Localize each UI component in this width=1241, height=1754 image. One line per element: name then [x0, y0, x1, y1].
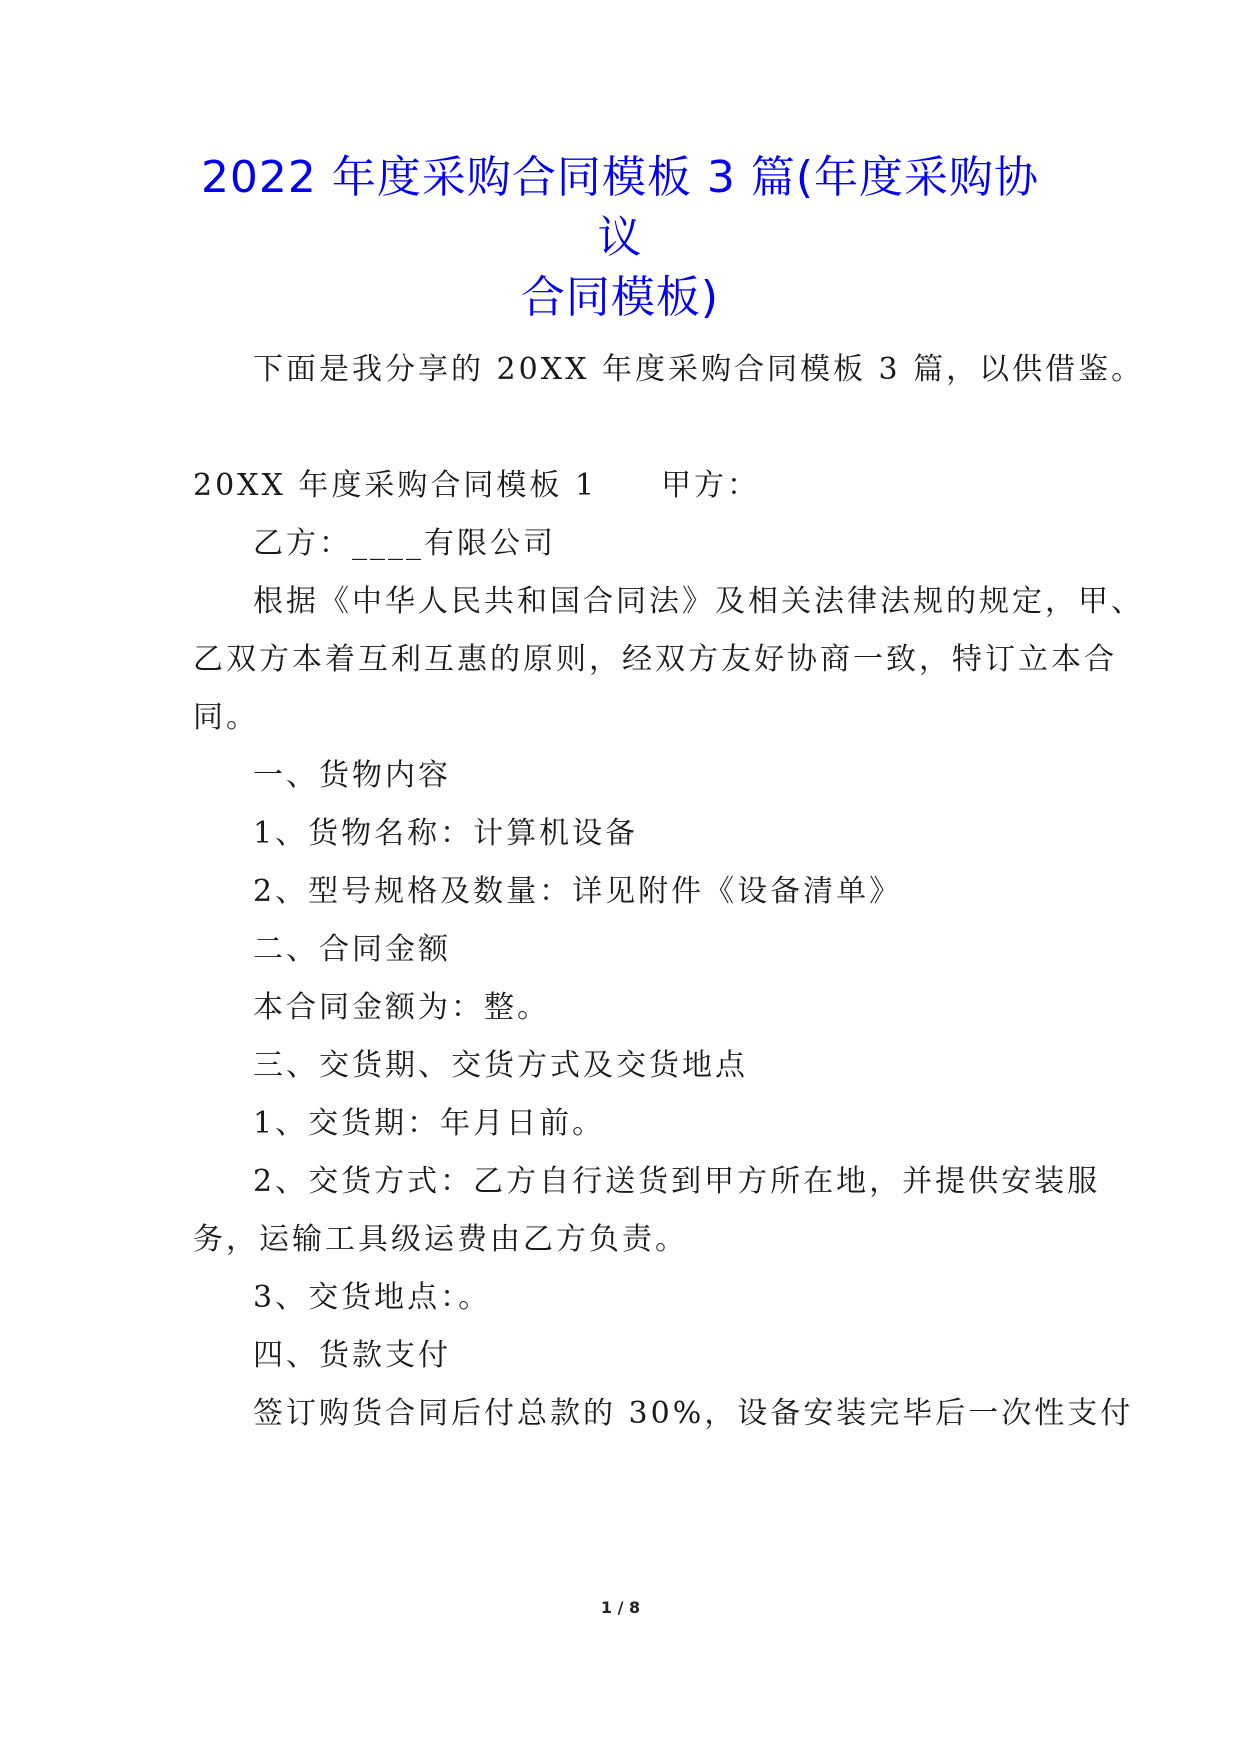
basis-paragraph-line-1: 根据《中华人民共和国合同法》及相关法律法规的规定，甲、	[253, 584, 1144, 619]
basis-paragraph-line-3: 同。	[193, 700, 259, 735]
title-line-2: 合同模板)	[520, 272, 720, 323]
payment-line-1: 签订购货合同后付总款的 30%，设备安装完毕后一次性支付	[253, 1396, 1134, 1431]
intro-paragraph: 下面是我分享的 20XX 年度采购合同模板 3 篇，以供借鉴。	[253, 352, 1145, 387]
goods-item-1: 1、货物名称：计算机设备	[253, 816, 639, 851]
heading-goods: 一、货物内容	[253, 758, 451, 793]
section-heading-row	[193, 466, 760, 506]
page-number: 1 / 8	[600, 1598, 641, 1617]
basis-paragraph-line-2: 乙双方本着互利互惠的原则，经双方友好协商一致，特订立本合	[193, 642, 1117, 677]
delivery-item-2-line-2: 务，运输工具级运费由乙方负责。	[193, 1222, 688, 1257]
section-heading: 20XX 年度采购合同模板 1	[193, 468, 598, 503]
heading-payment: 四、货款支付	[253, 1338, 451, 1373]
goods-item-2: 2、型号规格及数量：详见附件《设备清单》	[253, 874, 903, 909]
delivery-item-2-line-1: 2、交货方式：乙方自行送货到甲方所在地，并提供安装服	[253, 1164, 1101, 1199]
delivery-item-3: 3、交货地点：。	[253, 1280, 492, 1315]
document-title	[180, 148, 1060, 328]
delivery-item-1: 1、交货期：年月日前。	[253, 1106, 606, 1141]
party-a-label: 甲方：	[661, 468, 761, 503]
amount-line: 本合同金额为：整。	[253, 990, 550, 1025]
title-line-1: 2022 年度采购合同模板 3 篇(年度采购协议	[200, 152, 1040, 263]
heading-delivery: 三、交货期、交货方式及交货地点	[253, 1048, 748, 1083]
heading-amount: 二、合同金额	[253, 932, 451, 967]
party-b-line: 乙方：____有限公司	[253, 526, 556, 561]
